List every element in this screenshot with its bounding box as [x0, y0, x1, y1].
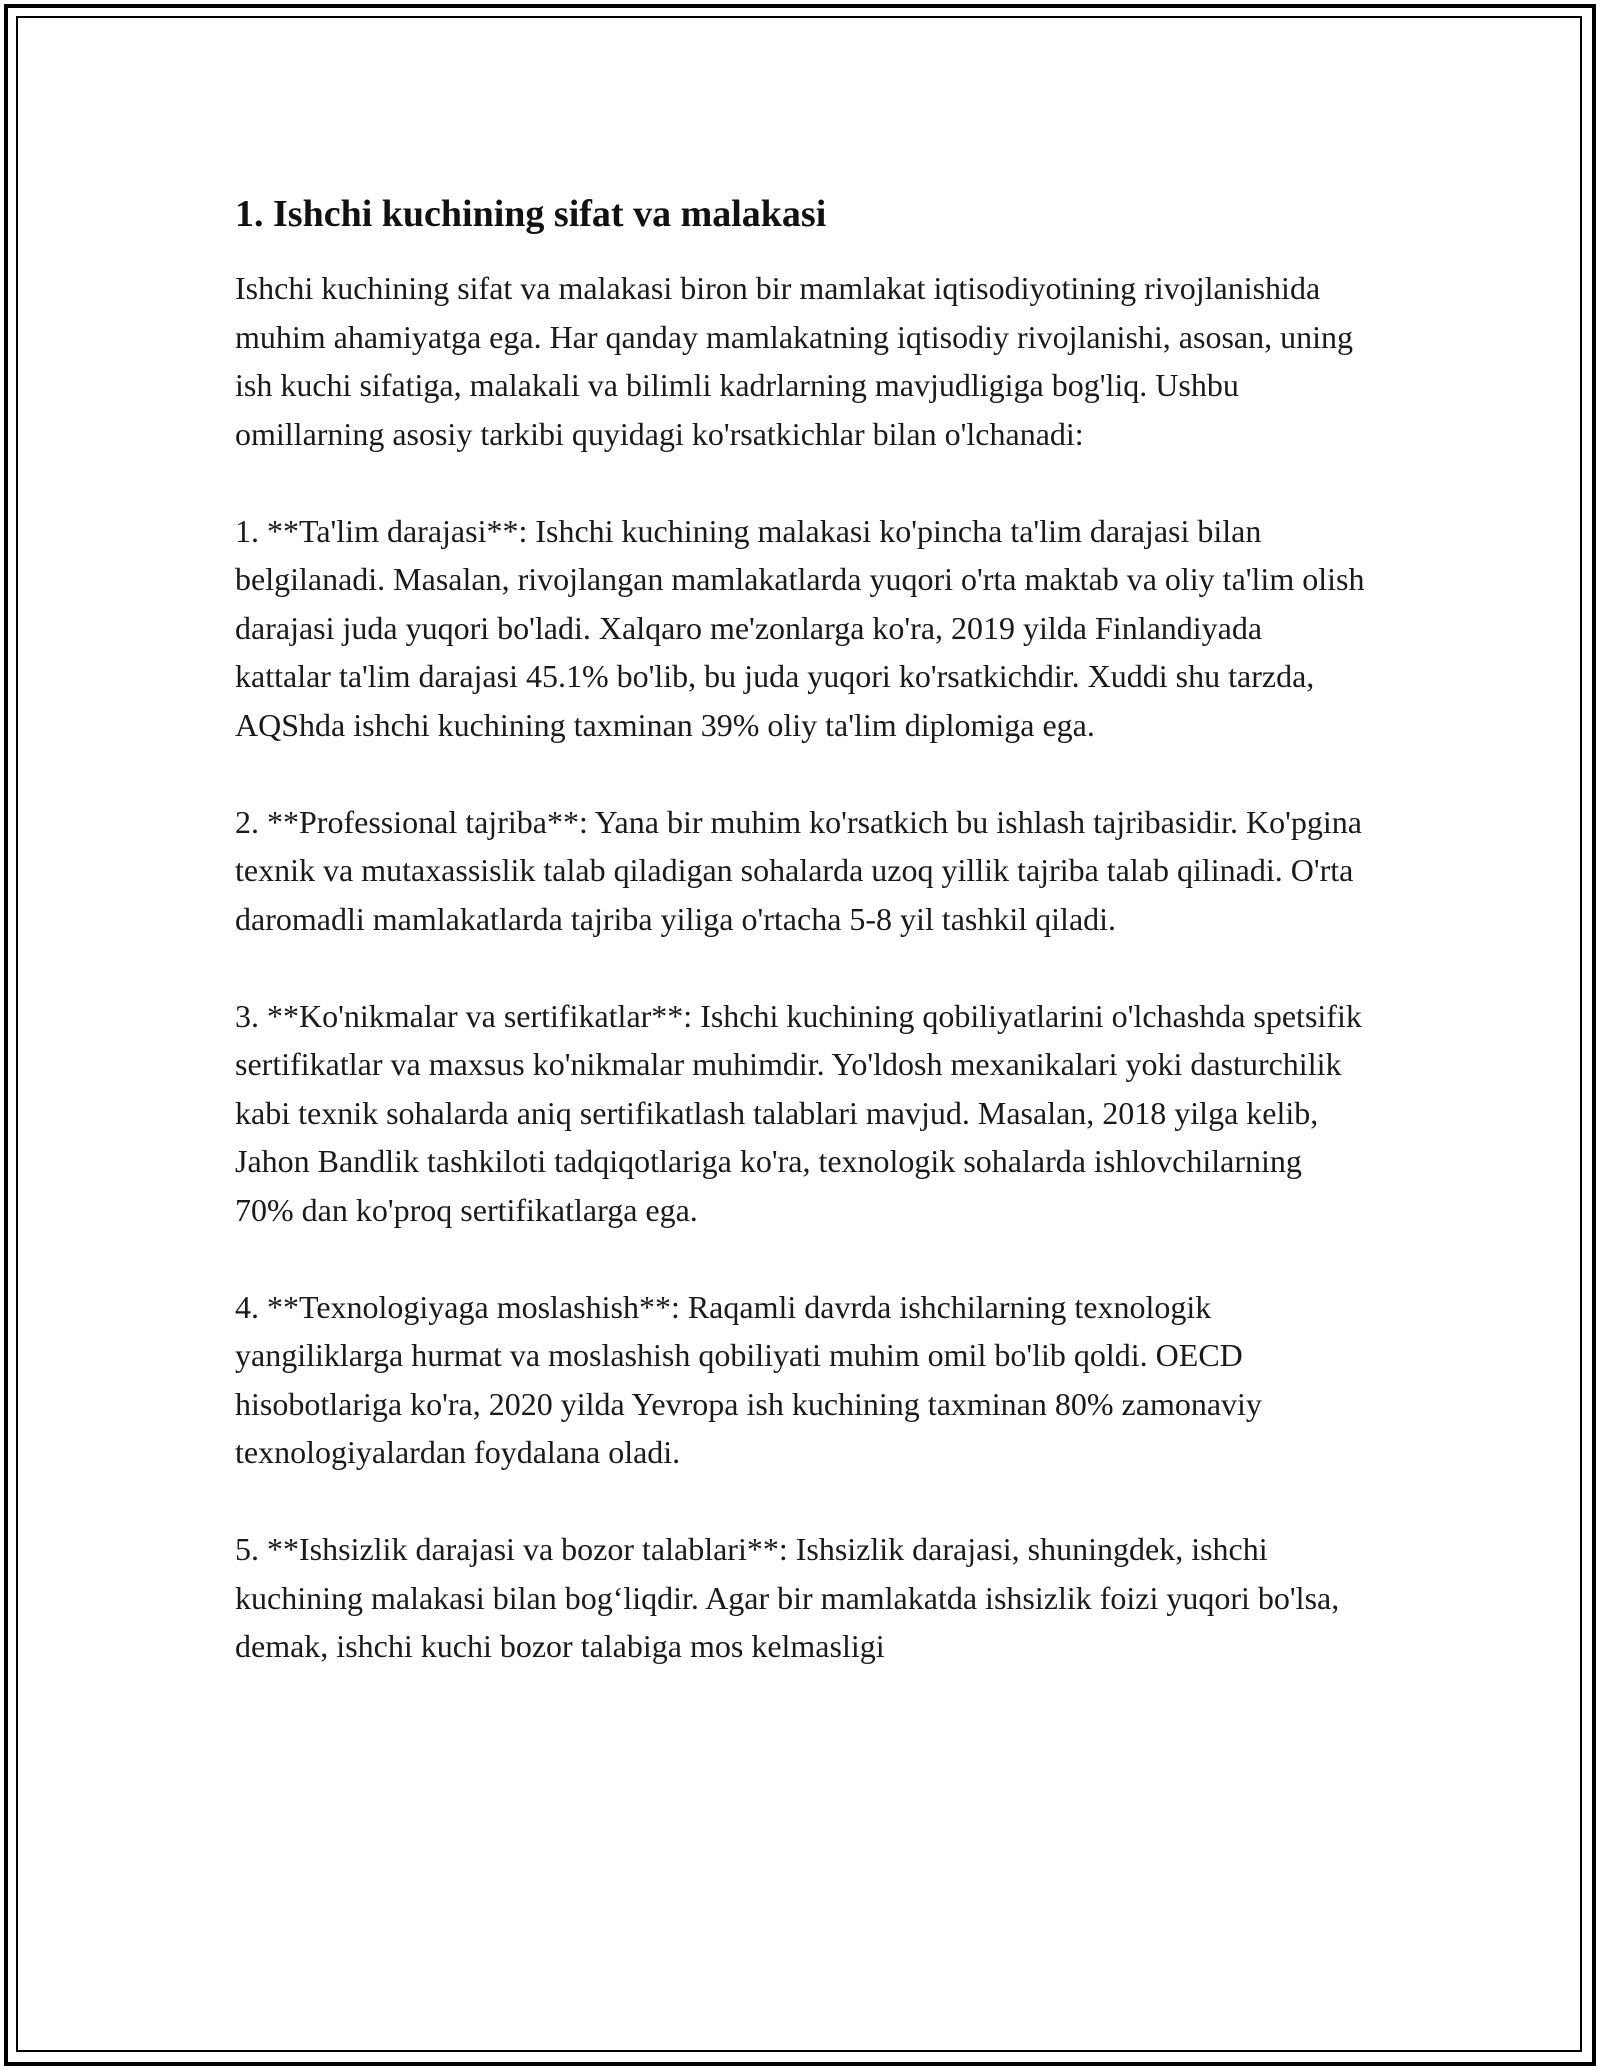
- list-item-unemployment-market: 5. **Ishsizlik darajasi va bozor talablari**: Ishsizlik darajasi, shuningdek, ishchi kuchining malakasi bilan bog‘liqdir. Agar bir mamlakatda ishsizlik foizi yuqori bo'lsa, demak, ishchi kuchi bozor talabiga mos kelmasligi: [235, 1531, 1340, 1664]
- list-item-skills-certificates: 3. **Ko'nikmalar va sertifikatlar**: Ishchi kuchining qobiliyatlarini o'lchashda spetsifik sertifikatlar va maxsus ko'nikmalar muhimdir. Yo'ldosh mexanikalari yoki dasturchilik kabi texnik sohalarda aniq sertifikatlash talablari mavjud. Masalan, 2018 yilga kelib, Jahon Bandlik tashkiloti tadqiqotlariga ko'ra, texnologik sohalarda ishlovchilarning 70% dan ko'proq sertifikatlarga ega.: [235, 997, 1362, 1228]
- list-item-education-level: 1. **Ta'lim darajasi**: Ishchi kuchining malakasi ko'pincha ta'lim darajasi bilan belgilanadi. Masalan, rivojlangan mamlakatlarda yuqori o'rta maktab va oliy ta'lim olish darajasi juda yuqori bo'ladi. Xalqaro me'zonlarga ko'ra, 2019 yilda Finlandiyada kattalar ta'lim darajasi 45.1% bo'lib, bu juda yuqori ko'rsatkichdir. Xuddi shu tarzda, AQShda ishchi kuchining taxminan 39% oliy ta'lim diplomiga ega.: [235, 512, 1365, 743]
- list-item-professional-experience: 2. **Professional tajriba**: Yana bir muhim ko'rsatkich bu ishlash tajribasidir. Ko'pgina texnik va mutaxassislik talab qiladigan sohalarda uzoq yillik tajriba talab qilinadi. O'rta daromadli mamlakatlarda tajriba yiliga o'rtacha 5-8 yil tashkil qiladi.: [235, 803, 1362, 937]
- document-body: [235, 190, 1365, 1719]
- section-heading: 1. Ishchi kuchining sifat va malakasi: [235, 193, 827, 235]
- intro-paragraph: Ishchi kuchining sifat va malakasi biron bir mamlakat iqtisodiyotining rivojlanishida muhim ahamiyatga ega. Har qanday mamlakatning iqtisodiy rivojlanishi, asosan, uning ish kuchi sifatiga, malakali va bilimli kadrlarning mavjudligiga bog'liq. Ushbu omillarning asosiy tarkibi quyidagi ko'rsatkichlar bilan o'lchanadi:: [235, 270, 1353, 452]
- list-item-technology-adaptation: 4. **Texnologiyaga moslashish**: Raqamli davrda ishchilarning texnologik yangiliklarga hurmat va moslashish qobiliyati muhim omil bo'lib qoldi. OECD hisobotlariga ko'ra, 2020 yilda Yevropa ish kuchining taxminan 80% zamonaviy texnologiyalardan foydalana oladi.: [235, 1288, 1262, 1470]
